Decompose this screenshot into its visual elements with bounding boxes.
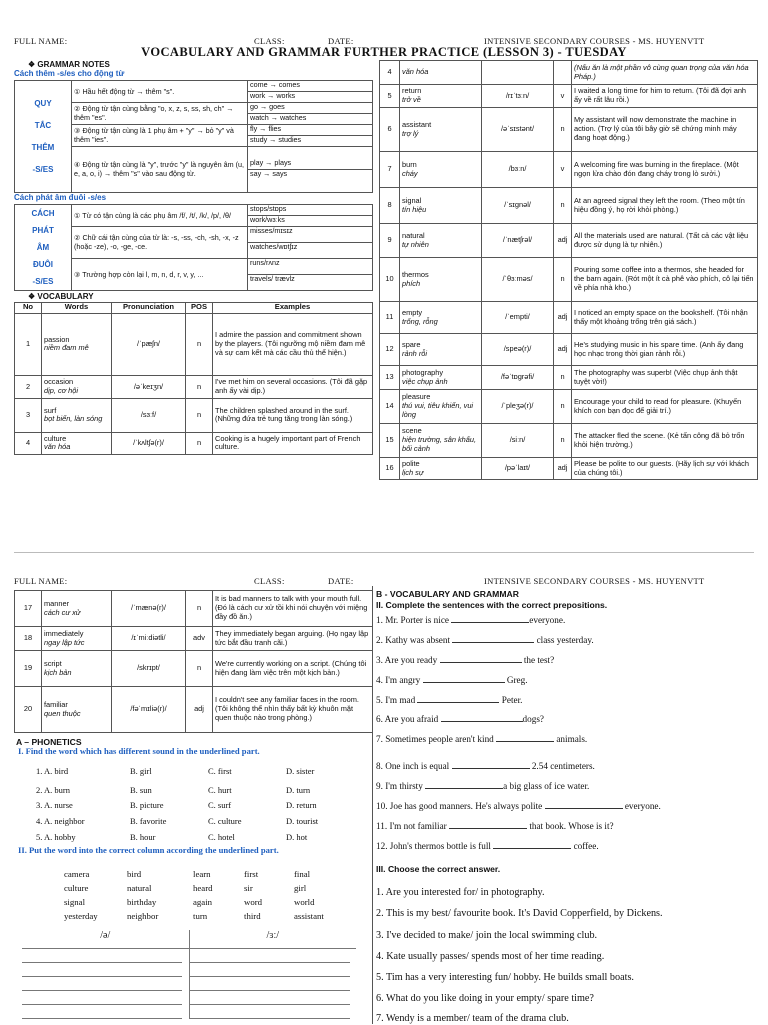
- vocab-pos: n: [554, 188, 572, 224]
- pron-rule-1: ① Từ có tận cùng là các phụ âm /f/, /t/, /k/, /p/, /θ/: [72, 205, 248, 227]
- phonetics-title: A – PHONETICS: [16, 737, 82, 747]
- vocab-pron: /ˈkʌltʃə(r)/: [112, 432, 186, 454]
- vocab-pos: n: [554, 424, 572, 458]
- vocab-pos: v: [554, 85, 572, 108]
- add-rule-1-examples: come → comes work → works: [248, 81, 373, 103]
- vocab-no: 16: [380, 458, 400, 480]
- answer-line[interactable]: [22, 977, 182, 991]
- vocab-row: [15, 432, 373, 454]
- vocab-no: 7: [380, 152, 400, 188]
- prep-question: 3. Are you ready the test?: [376, 655, 555, 665]
- word: natural: [127, 883, 152, 893]
- word: turn: [193, 911, 208, 921]
- vocab-no: 19: [15, 651, 42, 687]
- vocab-pron: /rɪˈtɜːn/: [482, 85, 554, 108]
- grammar-section-label: GRAMMAR NOTES: [37, 60, 110, 69]
- answer-blank[interactable]: [417, 694, 499, 703]
- vocab-pos: [554, 61, 572, 85]
- vocab-word: passion niềm đam mê: [42, 313, 112, 375]
- vocab-row: [15, 313, 373, 375]
- vocab-header-pronunciation: Pronunciation: [112, 302, 186, 313]
- vocab-word: occasion dịp, cơ hội: [42, 375, 112, 398]
- vocab-no: 18: [15, 627, 42, 651]
- option[interactable]: C. first: [208, 766, 232, 776]
- add-rule-3-examples: fly → flies study → studies: [248, 125, 373, 147]
- grammar-section-title: ❖ GRAMMAR NOTES: [28, 60, 110, 69]
- vocab-section-title: ❖ VOCABULARY: [28, 292, 94, 302]
- vocab-word: empty trống, rỗng: [400, 302, 482, 334]
- vocab-no: 2: [15, 375, 42, 398]
- vocab-row: [380, 85, 758, 108]
- vocab-no: 1: [15, 313, 42, 375]
- choice-question[interactable]: 5. Tim has a very interesting fun/ hobby. He builds small boats.: [376, 972, 634, 983]
- word: word: [244, 897, 263, 907]
- vocab-pos: n: [186, 591, 213, 627]
- vocab-example: It is bad manners to talk with your mouth full. (Đó là cách cư xử tồi khi nói chuyện với miệng đầy đồ ăn.): [213, 591, 373, 627]
- vocab-pos: adj: [554, 224, 572, 258]
- prep-question: 11. I'm not familiar that book. Whose is it?: [376, 821, 614, 831]
- vocab-table-left: [14, 302, 373, 455]
- add-rule-1: ① Hầu hết động từ → thêm "s".: [72, 81, 248, 103]
- choice-question[interactable]: 1. Are you interested for/ in photography.: [376, 887, 545, 898]
- prep-question: 4. I'm angry Greg.: [376, 675, 528, 685]
- vocab-header-words: Words: [42, 302, 112, 313]
- prep-question: 8. One inch is equal 2.54 centimeters.: [376, 761, 595, 771]
- vocab-pos: adj: [554, 334, 572, 366]
- choice-question[interactable]: 7. Wendy is a member/ team of the drama club.: [376, 1013, 569, 1024]
- vocab-word: spare rảnh rỗi: [400, 334, 482, 366]
- option[interactable]: B. sun: [130, 785, 152, 795]
- choice-question[interactable]: 6. What do you like doing in your empty/ spare time?: [376, 993, 594, 1004]
- answer-blank[interactable]: [441, 713, 523, 722]
- vocab-word: văn hóa: [400, 61, 482, 85]
- word: signal: [64, 897, 86, 907]
- vocab-row: [380, 61, 758, 85]
- option[interactable]: D. turn: [286, 785, 311, 795]
- pron-rule-1-examples: stops/stɒps work/wɜːks: [248, 205, 373, 227]
- vocab-pos: n: [186, 313, 213, 375]
- grammar-notes: [14, 60, 372, 455]
- vocab-no: 9: [380, 224, 400, 258]
- word: assistant: [294, 911, 324, 921]
- vocab-row: [380, 258, 758, 302]
- answer-blank[interactable]: [425, 780, 503, 789]
- vocab-row: [380, 108, 758, 152]
- vocab-pron: /fəˈmɪliə(r)/: [112, 687, 186, 733]
- vocab-word: photography việc chụp ảnh: [400, 366, 482, 390]
- vocab-no: 20: [15, 687, 42, 733]
- vocab-word: manner cách cư xử: [42, 591, 112, 627]
- vocab-example: He's studying music in his spare time. (Anh ấy đang học nhạc trong thời gian rảnh rỗi.): [572, 334, 758, 366]
- pron-rule-2-examples: misses/mɪsɪz watches/wɒtʃɪz: [248, 227, 373, 259]
- vocab-example: We're currently working on a script. (Chúng tôi hiện đang làm việc trên một kịch bản.): [213, 651, 373, 687]
- vocab-row: [380, 188, 758, 224]
- vocab-row: [15, 627, 373, 651]
- answer-line[interactable]: [189, 977, 350, 991]
- prep-question: 12. John's thermos bottle is full coffee.: [376, 841, 599, 851]
- vocab-pos: adv: [186, 627, 213, 651]
- option[interactable]: C. hotel: [208, 832, 235, 842]
- word: sir: [244, 883, 253, 893]
- sort-columns: [22, 930, 356, 1019]
- date-label: DATE:: [328, 36, 354, 46]
- vocab-header-examples: Examples: [213, 302, 373, 313]
- part-b-title: B - VOCABULARY AND GRAMMAR: [376, 589, 519, 599]
- option[interactable]: 2. A. burn: [36, 785, 70, 795]
- choice-question[interactable]: 4. Kate usually passes/ spends most of her time reading.: [376, 951, 605, 962]
- vocab-pos: adj: [554, 302, 572, 334]
- vocab-table-p2: [14, 590, 373, 733]
- prep-question: 5. I'm mad Peter.: [376, 695, 523, 705]
- page-separator: [14, 552, 754, 553]
- option[interactable]: C. surf: [208, 800, 232, 810]
- answer-blank[interactable]: [452, 634, 534, 643]
- vocab-example: All the materials used are natural. (Tất cả các vật liệu được sử dụng là tự nhiên.): [572, 224, 758, 258]
- vocab-no: 15: [380, 424, 400, 458]
- vocab-word: assistant trợ lý: [400, 108, 482, 152]
- vocab-no: 4: [380, 61, 400, 85]
- vocab-pos: n: [186, 375, 213, 398]
- vocab-pron: /ˈpleʒə(r)/: [482, 390, 554, 424]
- vocab-pron: /ˈnætʃrəl/: [482, 224, 554, 258]
- class-label: CLASS:: [254, 36, 285, 46]
- option[interactable]: 3. A. nurse: [36, 800, 73, 810]
- vocab-no: 11: [380, 302, 400, 334]
- word: first: [244, 869, 259, 879]
- word: girl: [294, 883, 307, 893]
- vocab-pos: n: [554, 108, 572, 152]
- vocab-example: I couldn't see any familiar faces in the room. (Tôi không thể nhìn thấy bất kỳ khuôn mặt quen thuộc nào trong phòng.): [213, 687, 373, 733]
- prep-question: 6. Are you afraid dogs?: [376, 714, 544, 724]
- phonetics-q1: I. Find the word which has different sound in the underlined part.: [18, 746, 260, 756]
- full-name-label: FULL NAME:: [14, 36, 68, 46]
- answer-line[interactable]: [189, 991, 350, 1005]
- vocab-pos: n: [186, 432, 213, 454]
- vocab-example: Please be polite to our guests. (Hãy lịch sự với khách của chúng tôi.): [572, 458, 758, 480]
- option[interactable]: B. favorite: [130, 816, 167, 826]
- vocab-table-right: [379, 60, 758, 480]
- prep-question: 10. Joe has good manners. He's always polite everyone.: [376, 801, 661, 811]
- option[interactable]: D. hot: [286, 832, 308, 842]
- word: birthday: [127, 897, 157, 907]
- prep-question: 7. Sometimes people aren't kind animals.: [376, 734, 588, 744]
- vocab-row: [380, 224, 758, 258]
- vocab-row: [380, 152, 758, 188]
- word: world: [294, 897, 315, 907]
- option[interactable]: D. tourist: [286, 816, 319, 826]
- option[interactable]: D. sister: [286, 766, 315, 776]
- vocab-example: A welcoming fire was burning in the fireplace. (Một ngọn lửa chào đón đang cháy trong lò sưởi.): [572, 152, 758, 188]
- vocab-pron: /ˈmænə(r)/: [112, 591, 186, 627]
- vocab-example: I admire the passion and commitment shown by the players. (Tôi ngưỡng mộ niềm đam mê và sự cam kết mà các cầu thủ thể hiện.): [213, 313, 373, 375]
- vocab-pos: adj: [186, 687, 213, 733]
- vocab-no: 14: [380, 390, 400, 424]
- add-rule-4: ④ Động từ tận cùng là "y", trước "y" là nguyên âm (u, e, a, o, i) → thêm "s" vào sau động từ.: [72, 147, 248, 193]
- add-s-title: Cách thêm -s/es cho động từ: [14, 69, 125, 79]
- option[interactable]: B. girl: [130, 766, 152, 776]
- prep-question: 2. Kathy was absent class yesterday.: [376, 635, 594, 645]
- page-title: VOCABULARY AND GRAMMAR FURTHER PRACTICE (LESSON 3) - TUESDAY: [141, 45, 627, 59]
- word: final: [294, 869, 311, 879]
- vocab-row: [15, 375, 373, 398]
- vocab-pos: n: [186, 398, 213, 432]
- vocab-word: natural tự nhiên: [400, 224, 482, 258]
- vocab-p2-wrap: [14, 590, 373, 733]
- vocab-word: familiar quen thuộc: [42, 687, 112, 733]
- vocab-example: My assistant will now demonstrate the machine in action. (Trợ lý của tôi bây giờ sẽ chứng minh máy đang hoạt động.): [572, 108, 758, 152]
- answer-line[interactable]: [189, 1005, 350, 1019]
- vocab-no: 5: [380, 85, 400, 108]
- vocab-pos: n: [186, 651, 213, 687]
- answer-blank[interactable]: [496, 733, 554, 742]
- vocab-pron: /ˈempti/: [482, 302, 554, 334]
- vocab-row: [15, 591, 373, 627]
- option[interactable]: D. return: [286, 800, 317, 810]
- answer-blank[interactable]: [452, 760, 530, 769]
- option[interactable]: C. culture: [208, 816, 242, 826]
- option[interactable]: B. hour: [130, 832, 156, 842]
- vocab-section-label: VOCABULARY: [37, 292, 94, 302]
- choice-question[interactable]: 2. This is my best/ favourite book. It's David Copperfield, by Dickens.: [376, 908, 663, 919]
- vocab-word: pleasure thú vui, tiêu khiển, vui lòng: [400, 390, 482, 424]
- vocab-row: [380, 334, 758, 366]
- vocab-pos: adj: [554, 458, 572, 480]
- answer-blank[interactable]: [545, 800, 623, 809]
- answer-blank[interactable]: [423, 674, 505, 683]
- answer-blank[interactable]: [493, 840, 571, 849]
- vocab-pron: /əˈkeɪʒn/: [112, 375, 186, 398]
- vocab-row: [380, 302, 758, 334]
- phonetics-q2: II. Put the word into the correct column according the underlined part.: [18, 845, 279, 855]
- vocab-pron: /pəˈlaɪt/: [482, 458, 554, 480]
- vocab-pron: /siːn/: [482, 424, 554, 458]
- vocab-no: 12: [380, 334, 400, 366]
- vocab-word: immediately ngay lập tức: [42, 627, 112, 651]
- class-label: CLASS:: [254, 576, 285, 586]
- vocab-no: 6: [380, 108, 400, 152]
- choose-instruction: III. Choose the correct answer.: [376, 864, 501, 874]
- vocab-no: 13: [380, 366, 400, 390]
- word: learn: [193, 869, 211, 879]
- vocab-pron: /fəˈtɒɡrəfi/: [482, 366, 554, 390]
- add-rule-4-examples: play → plays say → says: [248, 147, 373, 193]
- vocab-pron: /ɪˈmiːdiətli/: [112, 627, 186, 651]
- vocab-word: return trở về: [400, 85, 482, 108]
- pron-table: [14, 204, 373, 291]
- date-label: DATE:: [328, 576, 354, 586]
- vocab-row: [380, 366, 758, 390]
- course-label: INTENSIVE SECONDARY COURSES - MS. HUYENVTT: [484, 36, 705, 46]
- vocab-pos: v: [554, 152, 572, 188]
- pron-rule-2: ② Chữ cái tận cùng của từ là: -s, -ss, -ch, -sh, -x, -z (hoặc -ze), -o, -ge, -ce.: [72, 227, 248, 259]
- vocab-pron: /skrɪpt/: [112, 651, 186, 687]
- word: yesterday: [64, 911, 98, 921]
- answer-line[interactable]: [22, 949, 182, 963]
- prep-question: 9. I'm thirsty a big glass of ice water.: [376, 781, 590, 791]
- vocab-pron: /əˈsɪstənt/: [482, 108, 554, 152]
- vocab-pron: /sɜːf/: [112, 398, 186, 432]
- vocab-example: The children splashed around in the surf. (Những đứa trẻ tung tăng trong làn sóng.): [213, 398, 373, 432]
- word: third: [244, 911, 261, 921]
- vocab-example: Pouring some coffee into a thermos, she headed for the barn again. (Rót một ít cà phê vào phích, cô lại tiến về phía nhà kho.): [572, 258, 758, 302]
- vocab-pos: n: [554, 366, 572, 390]
- answer-blank[interactable]: [440, 654, 522, 663]
- prep-question: 1. Mr. Porter is nice everyone.: [376, 615, 566, 625]
- pron-rule-3-examples: runs/rʌnz travels/ trævlz: [248, 259, 373, 291]
- er-column-header: /ɜː/: [189, 930, 357, 948]
- vocab-example: I noticed an empty space on the bookshelf. (Tôi nhận thấy một khoảng trống trên giá sách.): [572, 302, 758, 334]
- word: again: [193, 897, 213, 907]
- vocab-pron: /speə(r)/: [482, 334, 554, 366]
- word: bird: [127, 869, 142, 879]
- option[interactable]: 5. A. hobby: [36, 832, 76, 842]
- word: culture: [64, 883, 89, 893]
- add-rule-2: ② Động từ tận cùng bằng "o, x, z, s, ss, sh, ch" → thêm "es".: [72, 103, 248, 125]
- add-s-table: [14, 80, 373, 193]
- vocab-pron: /ˈθɜːməs/: [482, 258, 554, 302]
- vocab-example: I've met him on several occasions. (Tôi đã gặp anh ấy vài dịp.): [213, 375, 373, 398]
- vocab-no: 17: [15, 591, 42, 627]
- vocab-word: script kịch bản: [42, 651, 112, 687]
- vocab-example: I waited a long time for him to return. (Tôi đã đợi anh ấy về rất lâu rồi.): [572, 85, 758, 108]
- answer-blank[interactable]: [449, 820, 527, 829]
- vocab-pron: /ˈsɪɡnəl/: [482, 188, 554, 224]
- vocab-row: [380, 390, 758, 424]
- pron-title: Cách phát âm đuôi -s/es: [14, 193, 107, 203]
- vocab-header-no: No: [15, 302, 42, 313]
- vocab-example: The photography was superb! (Việc chụp ảnh thật tuyệt vời!): [572, 366, 758, 390]
- choice-question[interactable]: 3. I've decided to make/ join the local swimming club.: [376, 930, 598, 941]
- pron-rule-label: CÁCH PHÁT ÂM ĐUÔI -S/ES: [15, 205, 72, 291]
- vocab-pron: /bɜːn/: [482, 152, 554, 188]
- vocab-word: signal tín hiệu: [400, 188, 482, 224]
- option[interactable]: 1. A. bird: [36, 766, 69, 776]
- vocab-pron: /ˈpæʃn/: [112, 313, 186, 375]
- add-rule-3: ③ Động từ tận cùng là 1 phụ âm + "y" → bỏ "y" và thêm "ies".: [72, 125, 248, 147]
- option[interactable]: C. hurt: [208, 785, 232, 795]
- answer-line[interactable]: [189, 963, 350, 977]
- vocab-word: scene hiện trường, sân khấu, bối cảnh: [400, 424, 482, 458]
- vocab-example: (Nấu ăn là một phần vô cùng quan trọng của văn hóa Pháp.): [572, 61, 758, 85]
- vocab-pron: [482, 61, 554, 85]
- vocab-row: [380, 458, 758, 480]
- answer-line[interactable]: [22, 991, 182, 1005]
- pron-rule-3: ③ Trường hợp còn lại l, m, n, d, r, v, y, ...: [72, 259, 248, 291]
- option[interactable]: B. picture: [130, 800, 164, 810]
- prepositions-instruction: II. Complete the sentences with the correct prepositions.: [376, 600, 608, 610]
- vocab-word: culture văn hóa: [42, 432, 112, 454]
- full-name-label: FULL NAME:: [14, 576, 68, 586]
- schwa-column-header: /ə/: [100, 930, 111, 941]
- vocab-example: The attacker fled the scene. (Kẻ tấn công đã bỏ trốn khỏi hiện trường.): [572, 424, 758, 458]
- vocab-header-pos: POS: [186, 302, 213, 313]
- course-label: INTENSIVE SECONDARY COURSES - MS. HUYENVTT: [484, 576, 705, 586]
- vocab-no: 10: [380, 258, 400, 302]
- vocab-row: [15, 651, 373, 687]
- vocab-pos: n: [554, 390, 572, 424]
- vocab-no: 4: [15, 432, 42, 454]
- vocab-example: Cooking is a hugely important part of French culture.: [213, 432, 373, 454]
- answer-line[interactable]: [22, 1005, 182, 1019]
- vocab-row: [15, 398, 373, 432]
- vocab-word: polite lịch sự: [400, 458, 482, 480]
- word: neighbor: [127, 911, 159, 921]
- add-s-rule-label: QUY TẮC THÊM -S/ES: [15, 81, 72, 193]
- vocab-pos: n: [554, 258, 572, 302]
- answer-line[interactable]: [22, 963, 182, 977]
- answer-line[interactable]: [189, 949, 350, 963]
- word: camera: [64, 869, 90, 879]
- vocab-no: 3: [15, 398, 42, 432]
- vocab-example: Encourage your child to read for pleasure. (Khuyến khích con bạn đọc để giải trí.): [572, 390, 758, 424]
- add-rule-2-examples: go → goes watch → watches: [248, 103, 373, 125]
- word: heard: [193, 883, 213, 893]
- vocab-row: [380, 424, 758, 458]
- vocab-right-wrap: [379, 60, 758, 480]
- vocab-example: At an agreed signal they left the room. (Theo một tín hiệu đồng ý, họ rời khỏi phòng.): [572, 188, 758, 224]
- option[interactable]: 4. A. neighbor: [36, 816, 85, 826]
- vocab-word: thermos phích: [400, 258, 482, 302]
- vocab-example: They immediately began arguing. (Họ ngay lập tức bắt đầu tranh cãi.): [213, 627, 373, 651]
- vocab-row: [15, 687, 373, 733]
- answer-blank[interactable]: [451, 614, 529, 623]
- vocab-word: surf bọt biển, làn sóng: [42, 398, 112, 432]
- vocab-no: 8: [380, 188, 400, 224]
- vocab-word: burn cháy: [400, 152, 482, 188]
- column-divider: [372, 586, 373, 1024]
